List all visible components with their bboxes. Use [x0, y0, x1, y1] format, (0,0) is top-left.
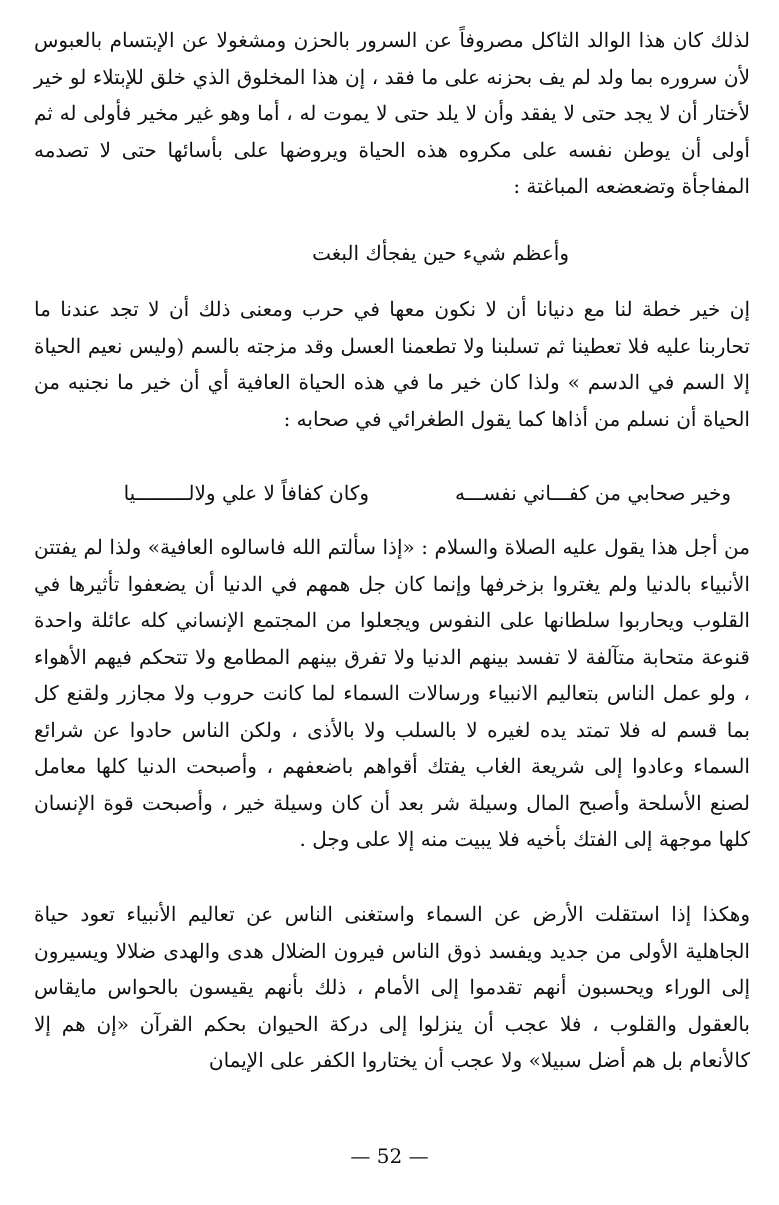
- verse-hemistich-1: وخير صحابي من كفـــاني نفســـه: [454, 481, 731, 505]
- page-number: — 52 —: [350, 1144, 429, 1168]
- paragraph-4: وهكذا إذا استقلت الأرض عن السماء واستغنى الناس عن تعاليم الأنبياء تعود حياة الجاهلية الأولى من جديد ويفسد ذوق الناس فيرون الضلال هدى والهدى ضلالا ويسيرون إلى الوراء ويحسبون أنهم تقدموا إلى الأمام ، ذلك بأنهم يقيسون بالحواس مايقاس بالعقول والقلوب ، فلا عجب أن ينزلوا إلى دركة الحيوان بحكم القرآن «إن هم إلا كالأنعام بل هم أضل سبيلا» ولا عجب أن يختاروا الكفر على الإيمان: [34, 902, 750, 1072]
- paragraph-2: إن خير خطة لنا مع دنيانا أن لا نكون معها في حرب ومعنى ذلك أن لا تجد عندنا ما تحاربنا عليه فلا تعطينا ثم تسلبنا ولا تطعمنا العسل وقد مزجته بالسم (وليس نعيم الحياة إلا السم في الدسم » ولذا كان خير ما في هذه الحياة العافية أي أن خير ما نجنيه من الحياة أن نسلم من أذاها كما يقول الطغرائي في صحابه :: [34, 297, 750, 431]
- paragraph-3: من أجل هذا يقول عليه الصلاة والسلام : «إذا سألتم الله فاسالوه العافية» ولذا لم يفتتن الأنبياء بالدنيا ولم يغتروا بزخرفها وإنما كان جل همهم في الدنيا أن يضعفوا تأثيرها في القلوب ويحاربوا سلطانها على النفوس ويجعلوا من المجتمع الإنساني كله عائلة واحدة قنوعة متحابة متآلفة لا تفسد بينهم الدنيا ولا تفرق بينهم المطامع ولا تتحكم فيهم الأهواء ، ولو عمل الناس بتعاليم الانبياء ورسالات السماء لما كانت حروب ولا مجازر ولقنع كل بما قسم له فلا تمتد يده لغيره لا بالسلب ولا بالأذى ، ولكن الناس حادوا عن شرائع السماء وعادوا إلى شريعة الغاب يفتك أقواهم باضعفهم ، وأصبحت الدنيا كلها معامل لصنع الأسلحة وأصبح المال وسيلة شر بعد أن كان وسيلة خير ، وأصبحت قوة الإنسان كلها موجهة إلى الفتك بأخيه فلا يبيت منه إلا على وجل .: [34, 535, 750, 851]
- verse-hemistich-2: وكان كفافاً لا علي ولالـــــــــيا: [123, 481, 369, 505]
- paragraph-1: لذلك كان هذا الوالد الثاكل مصروفاً عن السرور بالحزن ومشغولا عن الإبتسام بالعبوس لأن سروره بما ولد لم يف بحزنه على ما فقد ، إن هذا المخلوق الذي خلق للإبتلاء لو خير لأختار أن لا يجد حتى لا يفقد وأن لا يلد حتى لا يموت له ، أما وهو غير مخير فأولى له ثم أولى أن يوطن نفسه على مكروه هذه الحياة ويروضها على بأسائها حتى لا تصدمه المفاجأة وتضعضعه المباغتة :: [34, 28, 750, 198]
- verse-line-1: وأعظم شيء حين يفجأك البغت: [312, 241, 569, 265]
